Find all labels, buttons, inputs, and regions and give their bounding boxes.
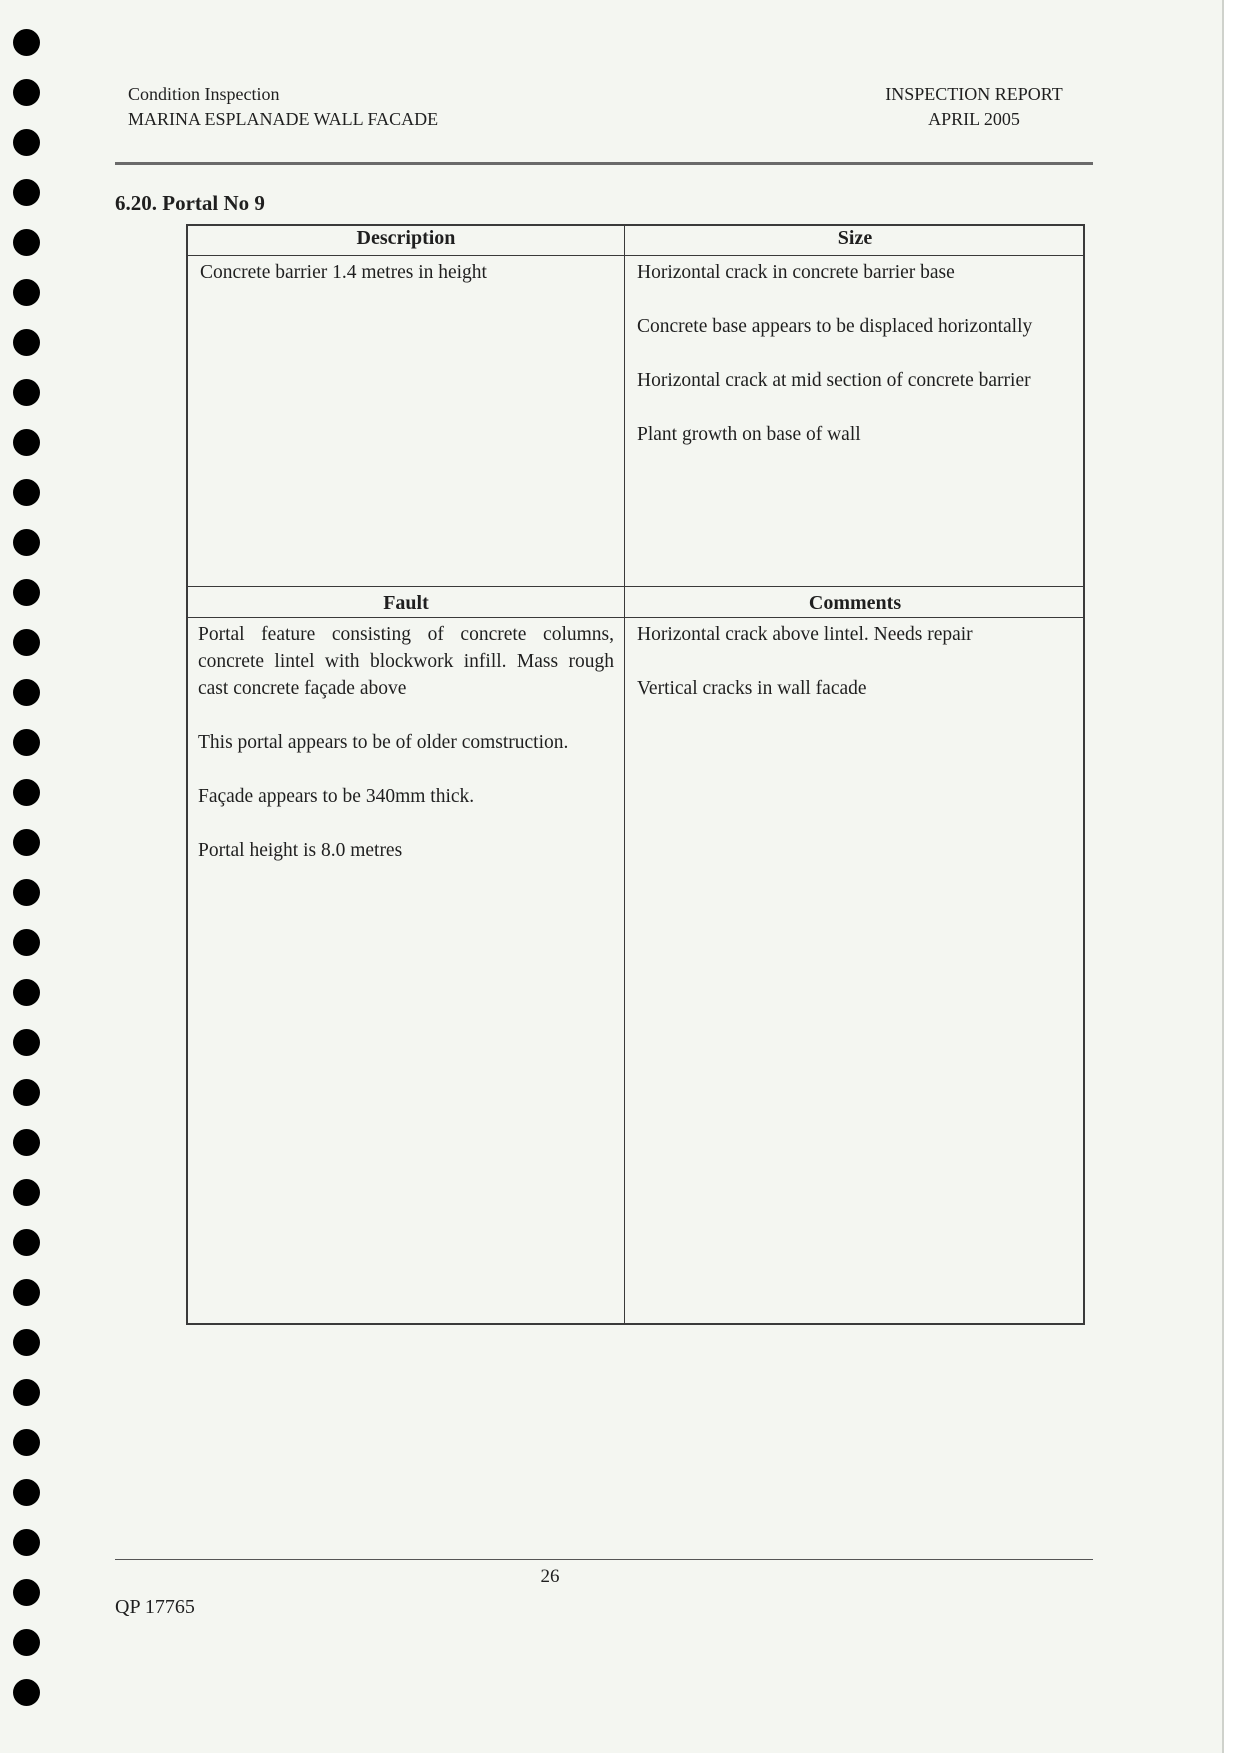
punch-hole-icon (13, 229, 40, 256)
header-left (128, 82, 438, 132)
section-title: 6.20. Portal No 9 (115, 191, 265, 215)
table-section-divider (188, 586, 1083, 587)
punch-hole-icon (13, 379, 40, 406)
punch-hole-icon (13, 779, 40, 806)
punch-hole-icon (13, 1129, 40, 1156)
punch-hole-icon (13, 79, 40, 106)
size-text: Plant growth on base of wall (637, 424, 861, 445)
fault-text: This portal appears to be of older comstruction. (198, 732, 569, 753)
size-text: Concrete base appears to be displaced horizontally (637, 316, 1033, 337)
punch-hole-icon (13, 1229, 40, 1256)
header-report-date: APRIL 2005 (928, 109, 1020, 129)
header-project-name: MARINA ESPLANADE WALL FACADE (128, 109, 439, 129)
punch-hole-icon (13, 279, 40, 306)
fault-cell (198, 621, 614, 891)
page-number: 26 (540, 1566, 560, 1587)
punch-hole-icon (13, 679, 40, 706)
punch-hole-icon (13, 629, 40, 656)
description-cell (200, 259, 614, 313)
footer-divider (115, 1559, 1093, 1560)
comments-cell (637, 621, 1074, 729)
table-column-divider (624, 226, 625, 1323)
punch-hole-icon (13, 1479, 40, 1506)
comments-text: Vertical cracks in wall facade (637, 678, 867, 699)
punch-hole-icon (13, 479, 40, 506)
punch-hole-icon (13, 729, 40, 756)
punch-hole-icon (13, 329, 40, 356)
column-header-description: Description (356, 227, 456, 249)
description-text: Concrete barrier 1.4 metres in height (200, 262, 487, 283)
punch-hole-icon (13, 129, 40, 156)
punch-hole-icon (13, 1579, 40, 1606)
punch-hole-icon (13, 1029, 40, 1056)
inspection-table (186, 224, 1085, 1325)
size-text: Horizontal crack at mid section of concrete barrier (637, 370, 1031, 391)
punch-hole-icon (13, 979, 40, 1006)
column-header-fault: Fault (383, 592, 429, 614)
punch-hole-icon (13, 1629, 40, 1656)
punch-hole-icon (13, 1179, 40, 1206)
punch-hole-icon (13, 1529, 40, 1556)
comments-text: Horizontal crack above lintel. Needs repair (637, 624, 973, 645)
punch-hole-icon (13, 29, 40, 56)
punch-hole-icon (13, 1429, 40, 1456)
punch-hole-icon (13, 429, 40, 456)
size-text: Horizontal crack in concrete barrier base (637, 262, 955, 283)
header-report-title: INSPECTION REPORT (885, 84, 1063, 104)
punch-hole-icon (13, 1379, 40, 1406)
column-header-size: Size (837, 227, 873, 249)
punch-hole-icon (13, 1279, 40, 1306)
punch-hole-icon (13, 1329, 40, 1356)
punch-hole-icon (13, 1079, 40, 1106)
size-cell (637, 259, 1074, 475)
header-doc-type: Condition Inspection (128, 84, 280, 104)
header-divider (115, 162, 1093, 165)
punch-hole-icon (13, 879, 40, 906)
document-reference: QP 17765 (115, 1596, 195, 1618)
header-right (860, 82, 1088, 132)
punch-hole-icon (13, 829, 40, 856)
punch-hole-icon (13, 179, 40, 206)
punch-hole-icon (13, 929, 40, 956)
fault-text: Façade appears to be 340mm thick. (198, 786, 475, 807)
punch-hole-icon (13, 1679, 40, 1706)
fault-text: Portal height is 8.0 metres (198, 840, 403, 861)
punch-hole-icon (13, 579, 40, 606)
punch-hole-icon (13, 529, 40, 556)
fault-text: Portal feature consisting of concrete columns, concrete lintel with blockwork infill. Mass rough cast concrete façade above (198, 624, 614, 699)
table-header-divider (188, 255, 1083, 256)
column-header-comments: Comments (808, 592, 902, 614)
